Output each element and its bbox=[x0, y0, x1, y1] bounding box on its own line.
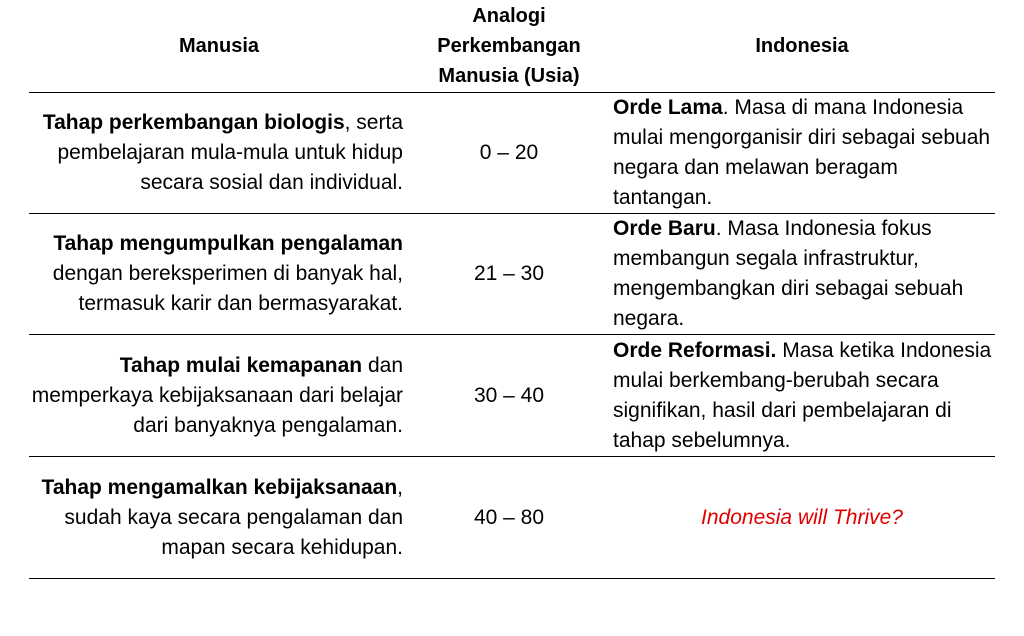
manusia-bold: Tahap mengamalkan kebijaksanaan bbox=[41, 475, 398, 499]
cell-indonesia bbox=[609, 93, 995, 214]
cell-usia: 40 – 80 bbox=[409, 457, 609, 579]
indonesia-text: . Masa di mana Indonesia mulai mengorganisir diri sebagai sebuah negara dan melawan beragam tantangan. bbox=[613, 96, 991, 209]
manusia-text: dan memperkaya kebijaksanaan dari belajar dari banyaknya pengalaman. bbox=[31, 353, 403, 437]
cell-indonesia bbox=[609, 457, 995, 579]
cell-usia: 0 – 20 bbox=[409, 93, 609, 214]
header-row bbox=[29, 0, 995, 93]
cell-indonesia bbox=[609, 335, 995, 457]
table-header bbox=[29, 0, 995, 93]
table-row bbox=[29, 214, 995, 335]
manusia-bold: Tahap perkembangan biologis bbox=[42, 111, 345, 134]
cell-manusia bbox=[29, 335, 409, 457]
cell-manusia bbox=[29, 93, 409, 214]
table-row bbox=[29, 335, 995, 457]
header-usia-line-1: Analogi bbox=[472, 5, 546, 27]
header-usia-line-3: Manusia (Usia) bbox=[438, 65, 580, 87]
indonesia-text: . Masa Indonesia fokus membangun segala infrastruktur, mengembangkan diri sebagai sebuah negara. bbox=[613, 217, 964, 330]
manusia-text: dengan bereksperimen di banyak hal, termasuk karir dan bermasyarakat. bbox=[52, 262, 403, 315]
table-row bbox=[29, 93, 995, 214]
indonesia-text: Masa ketika Indonesia mulai berkembang-berubah secara signifikan, hasil dari pembelajaran di tahap sebelumnya. bbox=[613, 338, 992, 452]
cell-indonesia bbox=[609, 214, 995, 335]
manusia-text: , serta pembelajaran mula-mula untuk hidup secara sosial dan individual. bbox=[57, 111, 403, 194]
header-manusia: Manusia bbox=[29, 0, 409, 93]
manusia-text: , sudah kaya secara pengalaman dan mapan secara kehidupan. bbox=[64, 475, 403, 559]
indonesia-bold: Orde Lama bbox=[613, 96, 723, 119]
thrive-text: Indonesia will Thrive? bbox=[701, 505, 903, 529]
analogy-table bbox=[29, 0, 995, 579]
cell-usia: 21 – 30 bbox=[409, 214, 609, 335]
header-usia-line-2: Perkembangan bbox=[437, 35, 581, 57]
indonesia-bold: Orde Reformasi. bbox=[613, 338, 777, 362]
header-usia bbox=[409, 0, 609, 93]
indonesia-bold: Orde Baru bbox=[613, 217, 716, 240]
table-row bbox=[29, 457, 995, 579]
cell-manusia bbox=[29, 214, 409, 335]
manusia-bold: Tahap mengumpulkan pengalaman bbox=[53, 232, 403, 255]
header-indonesia: Indonesia bbox=[609, 0, 995, 93]
table-body bbox=[29, 93, 995, 579]
manusia-bold: Tahap mulai kemapanan bbox=[119, 353, 363, 377]
cell-manusia bbox=[29, 457, 409, 579]
cell-usia: 30 – 40 bbox=[409, 335, 609, 457]
